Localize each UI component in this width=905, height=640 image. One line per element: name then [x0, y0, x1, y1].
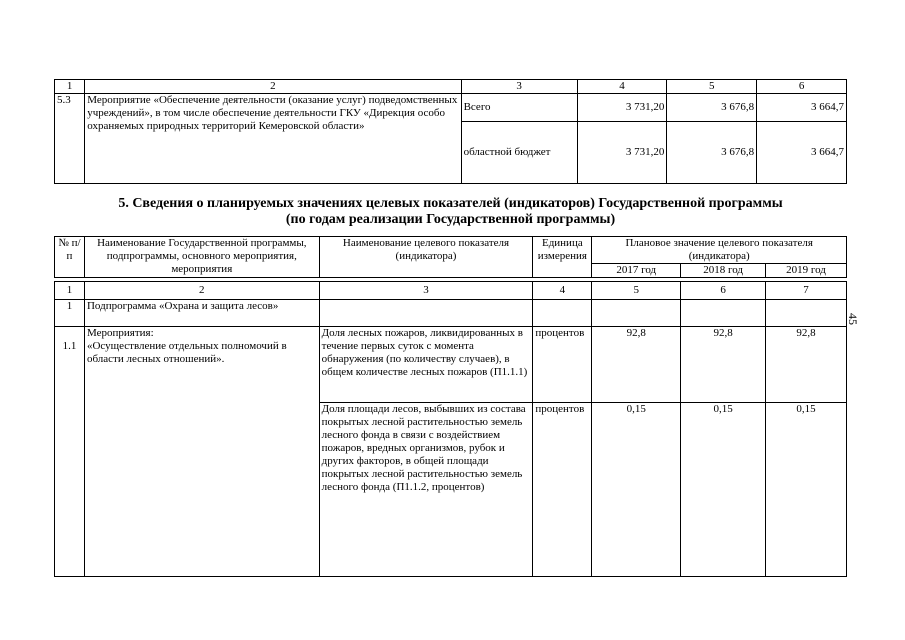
measure-name: «Осуществление отдельных полномочий в области лесных отношений». [86, 340, 287, 365]
measure-name: Мероприятие «Обеспечение деятельности (оказание услуг) подведомственных учреждений», в том числе обеспечение деятельности ГКУ «Дирекция особо охраняемых природных территорий Кемеровской области» [85, 94, 461, 184]
header-year: 2018 год [681, 264, 766, 278]
col-number: 1 [55, 282, 85, 300]
header-year: 2017 год [592, 264, 681, 278]
col-number: 7 [766, 282, 847, 300]
value-cell: 92,8 [766, 327, 847, 403]
indicators-table [54, 236, 847, 577]
measure-label: Мероприятия: [86, 327, 154, 339]
table-column-numbers [55, 282, 847, 300]
measure-name-cell [84, 327, 319, 577]
value-cell: 0,15 [592, 403, 681, 577]
indicator-unit: процентов [533, 403, 592, 577]
col-number: 6 [757, 80, 847, 94]
indicator-unit: процентов [533, 327, 592, 403]
header-num: № п/п [55, 237, 85, 278]
value-cell: 3 664,7 [757, 94, 847, 122]
col-number: 2 [85, 80, 461, 94]
indicator-name: Доля площади лесов, выбывших из состава покрытых лесной растительностью земель лесного фонда в связи с воздействием пожаров, вредных организмов, рубок и других факторов, в общей площади покрытых лесной растительностью земель лесного фонда (П1.1.2, процентов) [319, 403, 533, 577]
budget-table [54, 79, 847, 184]
heading-line: 5. Сведения о планируемых значениях целевых показателей (индикаторов) Государственной программы [118, 196, 783, 211]
col-number: 3 [319, 282, 533, 300]
col-number: 5 [667, 80, 757, 94]
col-number: 2 [84, 282, 319, 300]
value-cell: 92,8 [681, 327, 766, 403]
header-program: Наименование Государственной программы, подпрограммы, основного мероприятия, мероприятия [84, 237, 319, 278]
header-unit: Единица измерения [533, 237, 592, 278]
value-cell: 3 676,8 [667, 122, 757, 184]
row-number: 5.3 [55, 94, 85, 184]
col-number: 1 [55, 80, 85, 94]
subprogram-name: Подпрограмма «Охрана и защита лесов» [84, 300, 319, 327]
col-number: 6 [681, 282, 766, 300]
col-number: 4 [577, 80, 667, 94]
page-number: 45 [846, 313, 860, 325]
header-planned: Плановое значение целевого показателя (индикатора) [592, 237, 847, 264]
row-number: 1.1 [55, 327, 85, 577]
source-label: Всего [461, 94, 577, 122]
value-cell: 0,15 [766, 403, 847, 577]
heading-line: (по годам реализации Государственной программы) [285, 212, 616, 227]
value-cell: 3 664,7 [757, 122, 847, 184]
table-row [55, 327, 847, 403]
header-year: 2019 год [766, 264, 847, 278]
value-cell: 3 731,20 [577, 122, 667, 184]
indicator-name: Доля лесных пожаров, ликвидированных в течение первых суток с момента обнаружения (по количеству случаев), в общем количестве лесных пожаров (П1.1.1) [319, 327, 533, 403]
table-row [55, 94, 847, 122]
value-cell: 3 731,20 [577, 94, 667, 122]
source-label: областной бюджет [461, 122, 577, 184]
col-number: 3 [461, 80, 577, 94]
value-cell: 0,15 [681, 403, 766, 577]
col-number: 4 [533, 282, 592, 300]
col-number: 5 [592, 282, 681, 300]
value-cell: 3 676,8 [667, 94, 757, 122]
table-row [55, 300, 847, 327]
table-header-row [55, 237, 847, 264]
value-cell: 92,8 [592, 327, 681, 403]
table-column-numbers [55, 80, 847, 94]
section-heading [54, 196, 847, 228]
row-number: 1 [55, 300, 85, 327]
header-indicator: Наименование целевого показателя (индикатора) [319, 237, 533, 278]
